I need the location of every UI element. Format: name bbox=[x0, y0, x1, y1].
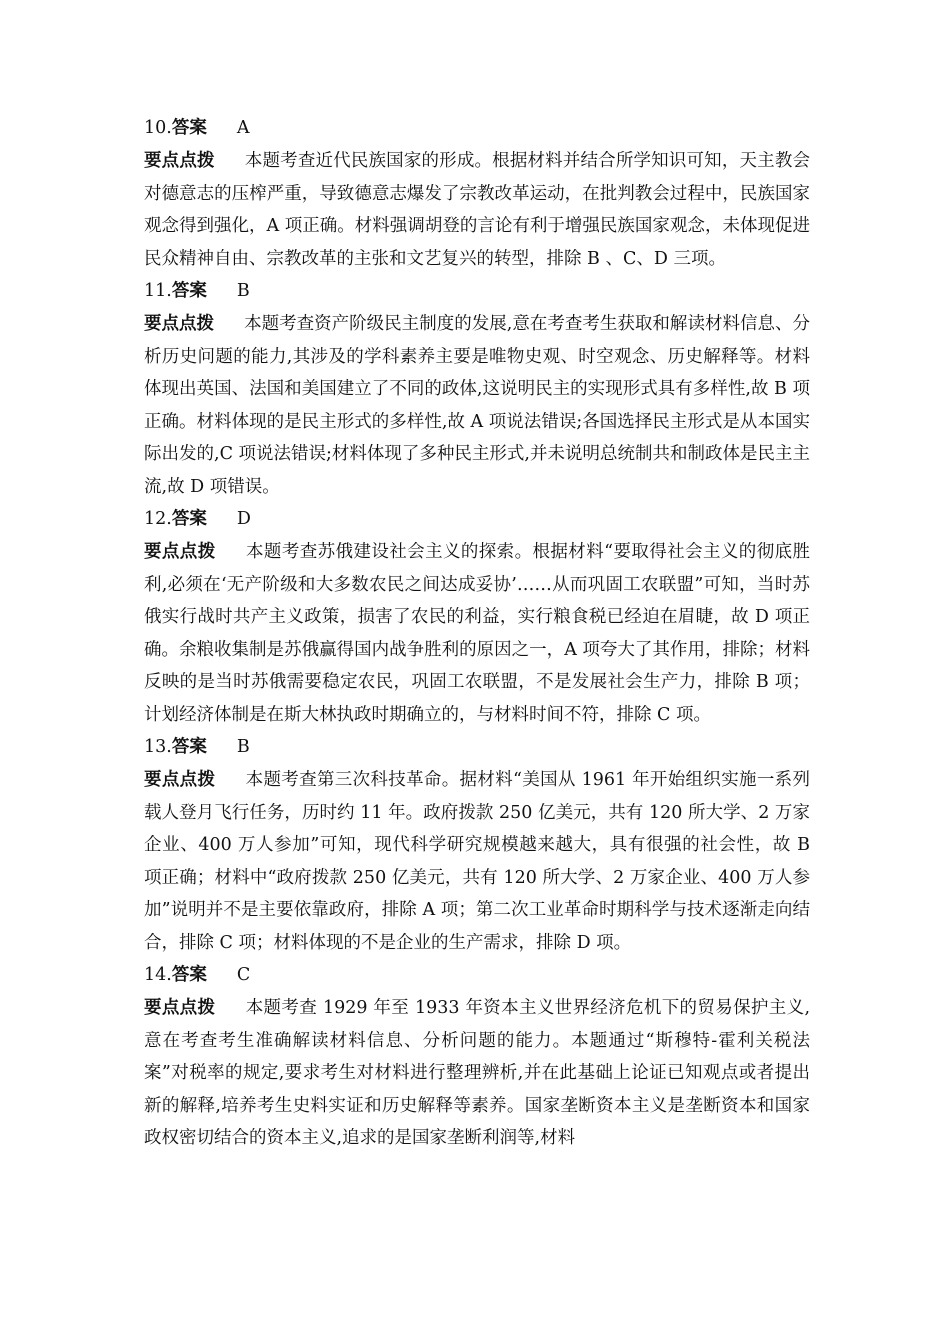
explanation-paragraph bbox=[144, 308, 810, 503]
answer-entry-13 bbox=[144, 731, 810, 959]
explanation-text: 本题考查近代民族国家的形成。根据材料并结合所学知识可知，天主教会对德意志的压榨严重，导致德意志爆发了宗教改革运动，在批判教会过程中，民族国家观念得到强化，A 项正确。材料强调胡登的言论有利于增强民族国家观念，未体现促进民众精神自由、宗教改革的主张和文艺复兴的转型，排除 B 、C、D 三项。 bbox=[144, 151, 811, 269]
answer-letter: D bbox=[236, 509, 251, 529]
question-number: 13. bbox=[144, 737, 172, 757]
answer-line bbox=[144, 275, 810, 308]
answer-entry-11 bbox=[144, 275, 810, 503]
question-number: 12. bbox=[144, 509, 172, 529]
explanation-text: 本题考查 1929 年至 1933 年资本主义世界经济危机下的贸易保护主义,意在考查考生准确解读材料信息、分析问题的能力。本题通过“斯穆特-霍利关税法案”对税率的规定,要求考生对材料进行整理辨析,并在此基础上论证已知观点或者提出新的解释,培养考生史料实证和历史解释等素养。国家垄断资本主义是垄断资本和国家政权密切结合的资本主义,追求的是国家垄断利润等,材料 bbox=[144, 998, 811, 1148]
answer-letter: B bbox=[236, 737, 250, 757]
tip-label: 要点点拨 bbox=[144, 542, 216, 562]
question-number: 10. bbox=[144, 118, 172, 138]
explanation-paragraph bbox=[144, 145, 810, 275]
explanation-paragraph bbox=[144, 764, 810, 959]
answer-letter: A bbox=[236, 118, 250, 138]
answer-label: 答案 bbox=[171, 737, 207, 757]
tip-label: 要点点拨 bbox=[144, 314, 215, 334]
answer-label: 答案 bbox=[171, 118, 207, 138]
question-number: 14. bbox=[144, 965, 172, 985]
answer-page bbox=[144, 112, 810, 1155]
explanation-paragraph bbox=[144, 536, 810, 731]
answer-label: 答案 bbox=[171, 965, 207, 985]
explanation-text: 本题考查资产阶级民主制度的发展,意在考查考生获取和解读材料信息、分析历史问题的能力,其涉及的学科素养主要是唯物史观、时空观念、历史解释等。材料体现出英国、法国和美国建立了不同的政体,这说明民主的实现形式具有多样性,故 B 项正确。材料体现的是民主形式的多样性,故 A 项说法错误;各国选择民主形式是从本国实际出发的,C 项说法错误;材料体现了多种民主形式,并未说明总统制共和制政体是民主主流,故 D 项错误。 bbox=[144, 314, 811, 497]
answer-line bbox=[144, 731, 810, 764]
answer-label: 答案 bbox=[171, 509, 207, 529]
explanation-text: 本题考查第三次科技革命。据材料“美国从 1961 年开始组织实施一系列载人登月飞行任务，历时约 11 年。政府拨款 250 亿美元，共有 120 所大学、2 万家企业、400 万人参加”可知，现代科学研究规模越来越大，具有很强的社会性，故 B 项正确；材料中“政府拨款 250 亿美元，共有 120 所大学、2 万家企业、400 万人参加”说明并不是主要依靠政府，排除 A 项；第二次工业革命时期科学与技术逐渐走向结合，排除 C 项；材料体现的不是企业的生产需求，排除 D 项。 bbox=[144, 770, 811, 953]
answer-letter: B bbox=[236, 281, 250, 301]
tip-label: 要点点拨 bbox=[144, 998, 216, 1018]
question-number: 11. bbox=[144, 281, 172, 301]
answer-entry-12 bbox=[144, 503, 810, 731]
answer-entry-10 bbox=[144, 112, 810, 275]
tip-label: 要点点拨 bbox=[144, 770, 216, 790]
explanation-text: 本题考查苏俄建设社会主义的探索。根据材料“要取得社会主义的彻底胜利,必须在‘无产阶级和大多数农民之间达成妥协’……从而巩固工农联盟”可知，当时苏俄实行战时共产主义政策，损害了农民的利益，实行粮食税已经迫在眉睫，故 D 项正确。余粮收集制是苏俄赢得国内战争胜利的原因之一，A 项夸大了其作用，排除；材料反映的是当时苏俄需要稳定农民，巩固工农联盟，不是发展社会生产力，排除 B 项；计划经济体制是在斯大林执政时期确立的，与材料时间不符，排除 C 项。 bbox=[144, 542, 810, 725]
answer-line bbox=[144, 959, 810, 992]
explanation-paragraph bbox=[144, 992, 810, 1155]
answer-entry-14 bbox=[144, 959, 810, 1155]
answer-label: 答案 bbox=[171, 281, 207, 301]
answer-letter: C bbox=[236, 965, 251, 985]
tip-label: 要点点拨 bbox=[144, 151, 215, 171]
answer-line bbox=[144, 503, 810, 536]
answer-line bbox=[144, 112, 810, 145]
